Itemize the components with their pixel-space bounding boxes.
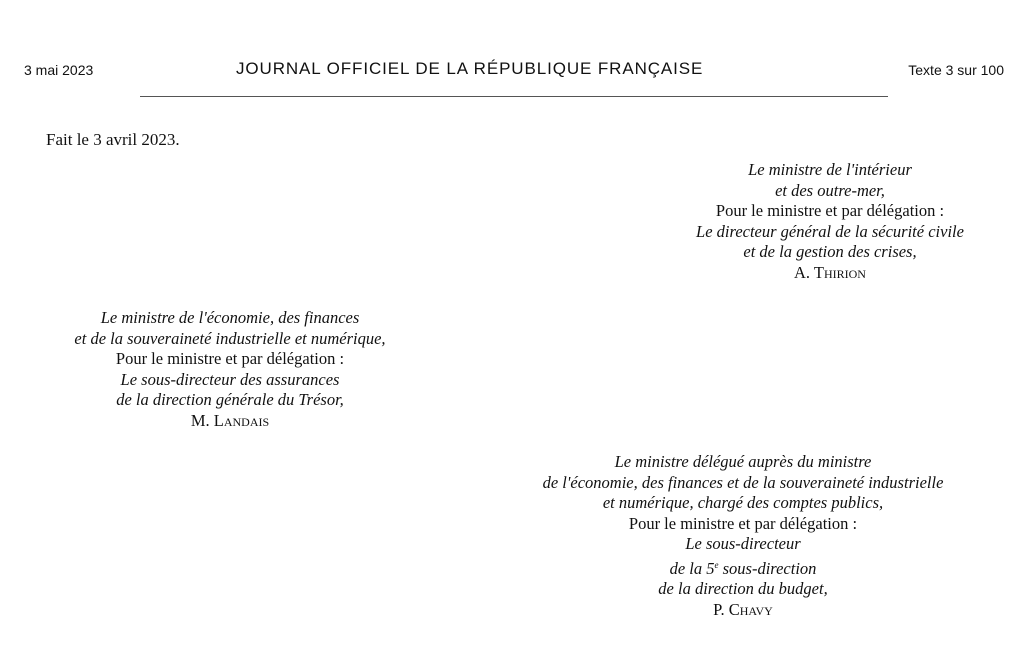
- signature-line: [468, 555, 1018, 580]
- header-rule: [140, 96, 888, 97]
- header-date: 3 mai 2023: [24, 62, 94, 78]
- signature-block-interieur: [640, 160, 1020, 283]
- signature-line: Pour le ministre et par délégation :: [715, 201, 945, 220]
- signature-line: de l'économie, des finances et de la souveraineté industrielle: [542, 472, 944, 492]
- signature-line: Le ministre de l'intérieur: [748, 160, 912, 179]
- signature-line: Le sous-directeur des assurances: [120, 369, 340, 389]
- signature-line: Le directeur général de la sécurité civile: [696, 221, 964, 241]
- signatory-name: M. Landais: [190, 410, 270, 430]
- signature-block-delegue: [468, 452, 1018, 620]
- signature-line: Pour le ministre et par délégation :: [115, 349, 345, 368]
- signatory-name: P. Chavy: [713, 599, 773, 619]
- signature-block-economie: [20, 308, 440, 431]
- signature-line: Le ministre de l'économie, des finances: [100, 308, 360, 327]
- signature-line: de la direction du budget,: [658, 579, 828, 598]
- ordinal-superscript: e: [714, 559, 719, 570]
- signature-line: Le ministre délégué auprès du ministre: [614, 452, 872, 471]
- journal-title: JOURNAL OFFICIEL DE LA RÉPUBLIQUE FRANÇAISE: [236, 59, 704, 78]
- signature-line-part: sous-direction: [718, 558, 817, 578]
- signature-line: de la direction générale du Trésor,: [116, 390, 344, 409]
- signature-line: et des outre-mer,: [775, 180, 885, 200]
- signature-line-part: de la 5: [669, 558, 715, 578]
- fait-le-date: Fait le 3 avril 2023.: [46, 130, 180, 149]
- signature-line: Pour le ministre et par délégation :: [628, 513, 858, 533]
- signature-line: Le sous-directeur: [685, 534, 801, 553]
- signature-line: et de la souveraineté industrielle et numérique,: [74, 328, 386, 348]
- signature-line: et numérique, chargé des comptes publics,: [602, 493, 884, 512]
- signatory-name: A. Thirion: [794, 262, 866, 282]
- text-reference: Texte 3 sur 100: [908, 62, 1004, 78]
- signature-line: et de la gestion des crises,: [743, 242, 917, 261]
